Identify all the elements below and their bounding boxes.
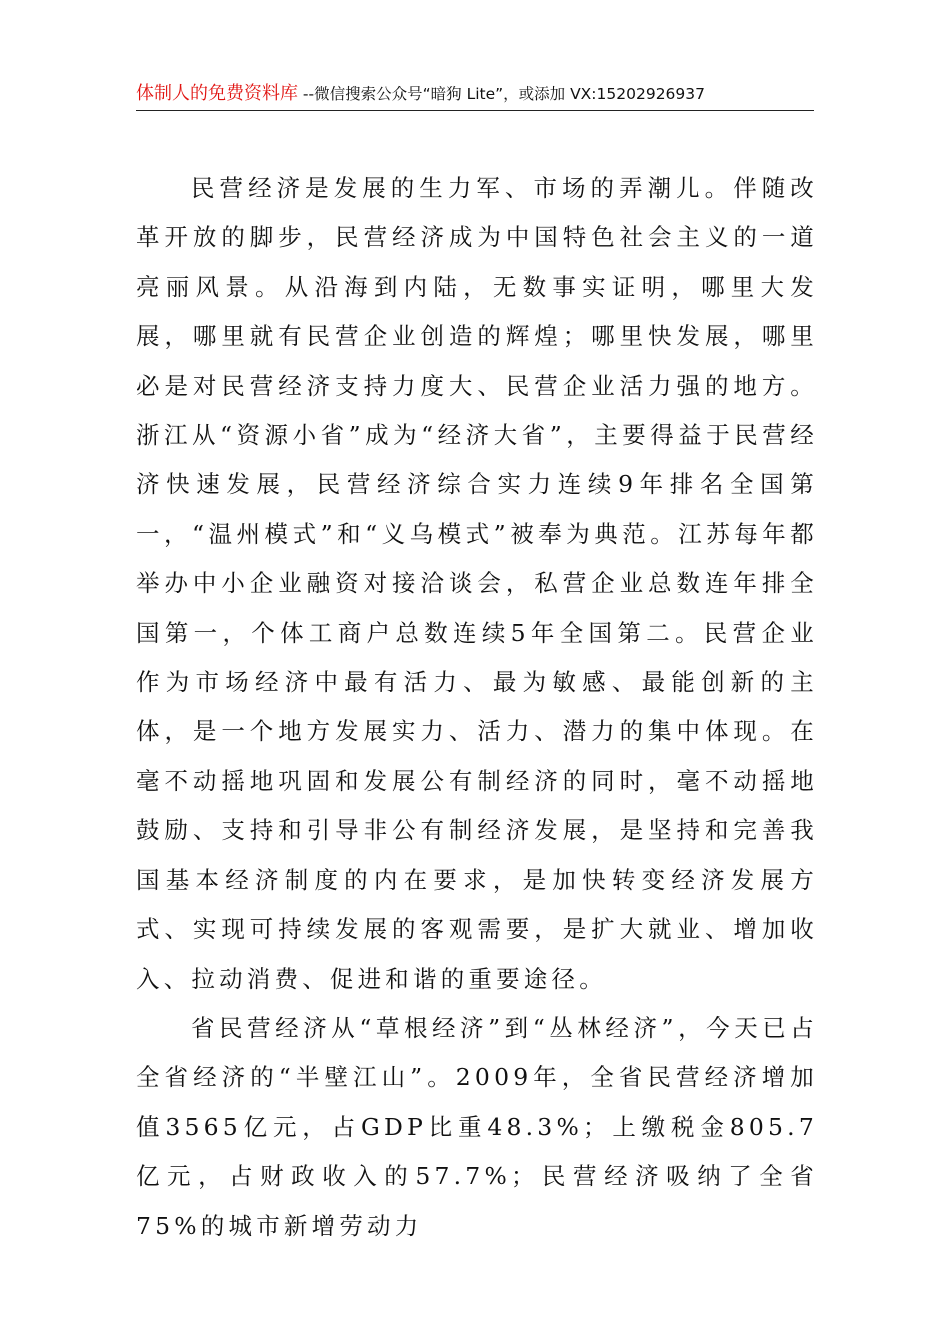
page-header [136, 80, 814, 111]
document-body [136, 164, 818, 1251]
paragraph-2: 省民营经济从“草根经济”到“丛林经济”，今天已占全省经济的“半壁江山”。2009年，全省民营经济增加值3565亿元，占GDP比重48.3%；上缴税金805.7亿元，占财政收入的57.7%；民营经济吸纳了全省75%的城市新增劳动力 [136, 1013, 818, 1240]
paragraph-1: 民营经济是发展的生力军、市场的弄潮儿。伴随改革开放的脚步，民营经济成为中国特色社会主义的一道亮丽风景。从沿海到内陆，无数事实证明，哪里大发展，哪里就有民营企业创造的辉煌；哪里快发展，哪里必是对民营经济支持力度大、民营企业活力强的地方。浙江从“资源小省”成为“经济大省”，主要得益于民营经济快速发展，民营经济综合实力连续9年排名全国第一，“温州模式”和“义乌模式”被奉为典范。江苏每年都举办中小企业融资对接洽谈会，私营企业总数连年排全国第一，个体工商户总数连续5年全国第二。民营企业作为市场经济中最有活力、最为敏感、最能创新的主体，是一个地方发展实力、活力、潜力的集中体现。在毫不动摇地巩固和发展公有制经济的同时，毫不动摇地鼓励、支持和引导非公有制经济发展，是坚持和完善我国基本经济制度的内在要求，是加快转变经济发展方式、实现可持续发展的客观需要，是扩大就业、增加收入、拉动消费、促进和谐的重要途径。 [136, 174, 818, 993]
header-contact: --微信搜索公众号“暗狗 Lite”，或添加 VX:15202926937 [298, 85, 706, 103]
header-brand: 体制人的免费资料库 [136, 83, 298, 104]
